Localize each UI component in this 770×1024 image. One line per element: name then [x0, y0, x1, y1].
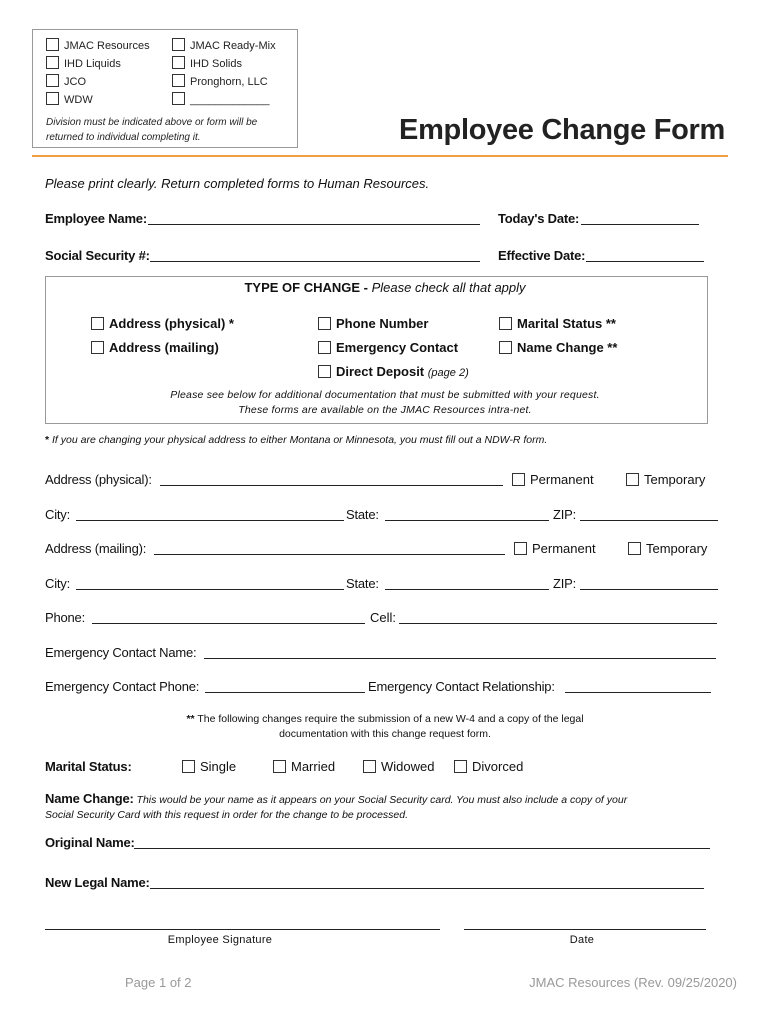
change-note-line1: Please see below for additional documentation that must be submitted with your request. — [170, 389, 600, 401]
ec-relationship-label: Emergency Contact Relationship: — [368, 679, 555, 694]
state-field-2[interactable] — [385, 575, 549, 590]
ssn-field[interactable] — [150, 247, 480, 262]
date-label: Date — [569, 934, 595, 946]
change-marital-status[interactable]: Marital Status ** — [499, 316, 616, 331]
employee-name-label: Employee Name: — [45, 211, 147, 226]
mailing-permanent[interactable]: Permanent — [514, 541, 596, 556]
name-change-text: Name Change: This would be your name as it appears on your Social Security card. You must also include a copy of your Social Security Card with this request in order for the change to be processed. — [45, 791, 628, 821]
checkbox[interactable] — [514, 542, 527, 555]
checkbox[interactable] — [626, 473, 639, 486]
employee-name-field[interactable] — [148, 210, 480, 225]
w4-note-line1: ** The following changes require the submission of a new W-4 and a copy of the legal — [186, 713, 584, 725]
ssn-label: Social Security #: — [45, 248, 150, 263]
change-phone-number[interactable]: Phone Number — [318, 316, 428, 331]
checkbox[interactable] — [318, 317, 331, 330]
phone-field[interactable] — [92, 609, 365, 624]
title-rule — [32, 155, 728, 157]
cell-field[interactable] — [399, 609, 717, 624]
address-mailing-label: Address (mailing): — [45, 541, 147, 556]
city-label-2: City: — [45, 576, 71, 591]
page-title: Employee Change Form — [399, 114, 725, 146]
checkbox[interactable] — [91, 317, 104, 330]
marital-widowed[interactable]: Widowed — [363, 759, 434, 774]
change-emergency-contact[interactable]: Emergency Contact — [318, 340, 458, 355]
checkbox[interactable] — [46, 56, 59, 69]
change-note-line2: These forms are available on the JMAC Resources intra-net. — [238, 404, 532, 416]
physical-permanent[interactable]: Permanent — [512, 472, 594, 487]
division-option-ihd-solids[interactable]: IHD Solids — [172, 56, 242, 70]
address-physical-field[interactable] — [160, 471, 503, 486]
division-option-other[interactable]: _____________ — [172, 92, 270, 106]
footer-revision: JMAC Resources (Rev. 09/25/2020) — [529, 975, 737, 990]
division-option-wdw[interactable]: WDW — [46, 92, 93, 106]
marital-divorced[interactable]: Divorced — [454, 759, 523, 774]
division-option-ihd-liquids[interactable]: IHD Liquids — [46, 56, 121, 70]
address-mailing-field[interactable] — [154, 540, 505, 555]
zip-label-2: ZIP: — [553, 576, 577, 591]
ec-phone-field[interactable] — [205, 678, 365, 693]
checkbox[interactable] — [172, 92, 185, 105]
division-note: Division must be indicated above or form will be returned to individual completing it. — [46, 117, 258, 143]
checkbox[interactable] — [318, 365, 331, 378]
ec-phone-label: Emergency Contact Phone: — [45, 679, 200, 694]
footer-page-number: Page 1 of 2 — [125, 975, 192, 990]
signature-field[interactable] — [45, 915, 440, 930]
new-legal-name-field[interactable] — [150, 874, 704, 889]
checkbox[interactable] — [318, 341, 331, 354]
division-option-jmac-resources[interactable]: JMAC Resources — [46, 38, 150, 52]
checkbox[interactable] — [628, 542, 641, 555]
marital-single[interactable]: Single — [182, 759, 236, 774]
state-label-2: State: — [346, 576, 379, 591]
cell-label: Cell: — [370, 610, 397, 625]
original-name-label: Original Name: — [45, 835, 135, 850]
checkbox[interactable] — [172, 56, 185, 69]
change-address-physical[interactable]: Address (physical) * — [91, 316, 234, 331]
division-option-jmac-ready-mix[interactable]: JMAC Ready-Mix — [172, 38, 276, 52]
zip-field-2[interactable] — [580, 575, 718, 590]
mailing-temporary[interactable]: Temporary — [628, 541, 707, 556]
state-label-1: State: — [346, 507, 379, 522]
checkbox[interactable] — [499, 341, 512, 354]
ec-name-label: Emergency Contact Name: — [45, 645, 197, 660]
state-field-1[interactable] — [385, 506, 549, 521]
date-field[interactable] — [464, 915, 706, 930]
w4-note-line2: documentation with this change request form. — [279, 728, 491, 740]
effective-date-field[interactable] — [586, 247, 704, 262]
address-note: * If you are changing your physical address to either Montana or Minnesota, you must fill out a NDW-R form. — [45, 434, 548, 446]
change-direct-deposit[interactable]: Direct Deposit (page 2) — [318, 364, 469, 379]
city-field-1[interactable] — [76, 506, 344, 521]
marital-status-label: Marital Status: — [45, 759, 132, 774]
checkbox[interactable] — [363, 760, 376, 773]
checkbox[interactable] — [172, 74, 185, 87]
zip-label-1: ZIP: — [553, 507, 577, 522]
division-option-pronghorn[interactable]: Pronghorn, LLC — [172, 74, 268, 88]
ec-relationship-field[interactable] — [565, 678, 711, 693]
city-field-2[interactable] — [76, 575, 344, 590]
physical-temporary[interactable]: Temporary — [626, 472, 705, 487]
checkbox[interactable] — [512, 473, 525, 486]
original-name-field[interactable] — [134, 834, 710, 849]
change-address-mailing[interactable]: Address (mailing) — [91, 340, 219, 355]
todays-date-field[interactable] — [581, 210, 699, 225]
todays-date-label: Today's Date: — [498, 211, 580, 226]
checkbox[interactable] — [182, 760, 195, 773]
checkbox[interactable] — [172, 38, 185, 51]
instructions: Please print clearly. Return completed forms to Human Resources. — [45, 176, 430, 191]
division-option-jco[interactable]: JCO — [46, 74, 86, 88]
checkbox[interactable] — [454, 760, 467, 773]
checkbox[interactable] — [499, 317, 512, 330]
phone-label: Phone: — [45, 610, 86, 625]
checkbox[interactable] — [46, 38, 59, 51]
checkbox[interactable] — [273, 760, 286, 773]
zip-field-1[interactable] — [580, 506, 718, 521]
new-legal-name-label: New Legal Name: — [45, 875, 150, 890]
checkbox[interactable] — [46, 74, 59, 87]
change-type-heading: TYPE OF CHANGE - Please check all that apply — [244, 280, 526, 295]
signature-label: Employee Signature — [167, 934, 273, 946]
change-name-change[interactable]: Name Change ** — [499, 340, 617, 355]
effective-date-label: Effective Date: — [498, 248, 586, 263]
marital-married[interactable]: Married — [273, 759, 335, 774]
city-label-1: City: — [45, 507, 71, 522]
checkbox[interactable] — [46, 92, 59, 105]
address-physical-label: Address (physical): — [45, 472, 152, 487]
ec-name-field[interactable] — [204, 644, 716, 659]
checkbox[interactable] — [91, 341, 104, 354]
